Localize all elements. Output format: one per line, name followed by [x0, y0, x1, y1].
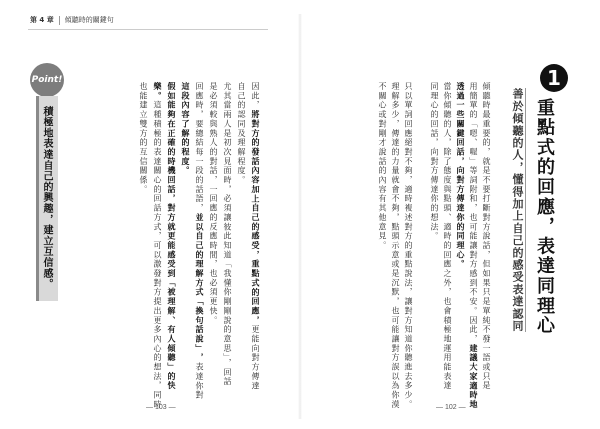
point-text: 積極地表達自己的興趣，建立互信感。 [41, 106, 52, 290]
body-text: 因此， [251, 82, 260, 111]
left-text-column [195, 82, 203, 400]
section-number-badge: 1 [540, 64, 568, 92]
left-text-column [153, 82, 161, 409]
running-header [30, 14, 114, 26]
left-text-column [139, 82, 147, 194]
point-badge: Point! [30, 63, 64, 97]
body-text: 這種積極的表達關心的回話方式，可以激發對方提出更多內心的想法，同時 [153, 100, 162, 410]
left-text-column [209, 82, 217, 325]
emphasis-text: 假如能夠在正確的時機回話，對方就更能感受到「被理解、有人傾聽」的快 [167, 82, 176, 391]
right-text-column [482, 82, 490, 391]
body-text: 更能向對方傳達 [251, 325, 260, 391]
right-text-column [404, 82, 412, 409]
header-divider [59, 16, 60, 25]
emphasis-text: 將對方的發話內容加上自己的感受，重點式的回應， [251, 110, 260, 326]
body-text: 是必須較與熟人的對話，一回應的反應時間，也必須更快。 [209, 82, 218, 326]
body-text: 自己的認同及理解程度。 [237, 82, 246, 185]
page-number-left: — 103 — [146, 404, 176, 411]
right-text-column [469, 82, 477, 409]
emphasis-text: 透過一些關鍵回話，向對方傳達你的同理心。 [456, 82, 465, 269]
page-number-right: — 102 — [436, 404, 466, 411]
header-rule [28, 29, 268, 30]
body-text: 當你傾聽的人，除了態度與點頭、適時的回應之外，也會積極地運用能表達 [443, 82, 452, 391]
right-text-column [430, 82, 438, 241]
section-label: 傾聽時的關鍵句 [64, 16, 114, 24]
left-text-column [223, 82, 231, 387]
section-subtitle: 善於傾聽的人，懂得加上自己的感受表達認同 [511, 88, 524, 332]
emphasis-text: 樂。 [153, 82, 162, 101]
body-text: 不關心或對剛才說話的內容有其他意見。 [378, 82, 387, 251]
body-text: 只以單詞回應絕對不夠，適時複述對方的重點說法，讓對方知道你聽進去多少。 [404, 82, 413, 410]
right-text-column [391, 82, 399, 409]
section-title: 重點式的回應，表達同理心 [534, 98, 555, 336]
left-text-column [167, 82, 175, 391]
body-text: 用簡單的「嗯、喔」等詞附和，也可能讓對方感到不安。因此， [469, 82, 478, 344]
left-text-column [237, 82, 245, 185]
right-text-column [443, 82, 451, 391]
body-text: 同理心的回話，向對方傳達你的想法。 [430, 82, 439, 241]
chapter-label: 第 4 章 [30, 16, 54, 24]
body-text: 也能建立雙方的互信關係。 [139, 82, 148, 195]
emphasis-text: 這段內容了解的程度。 [181, 82, 190, 176]
body-text: 傾聽時最重要的，就是不要打斷對方說話，但如果只是單純不發一語或只是 [482, 82, 491, 391]
body-text: 理解多少，傳達的力量就會不夠，點頭示意或是沉默，也可能讓對方誤以為你漠 [391, 82, 400, 410]
right-text-column [378, 82, 386, 250]
right-text-column [456, 82, 464, 269]
body-text: 表達你對 [195, 362, 204, 400]
body-text: 回應時，要總結每一段的話語， [195, 82, 204, 213]
body-text: 尤其當兩人是初次見面時，必須讓彼此知道「我懂你剛剛說的意思」，回話 [223, 82, 232, 387]
emphasis-text: 建議大家適時地 [469, 343, 478, 410]
page-gutter [298, 14, 302, 419]
left-text-column [251, 82, 259, 391]
left-text-column [181, 82, 189, 176]
emphasis-text: 並以自己的理解方式「換句話說」， [195, 212, 204, 363]
